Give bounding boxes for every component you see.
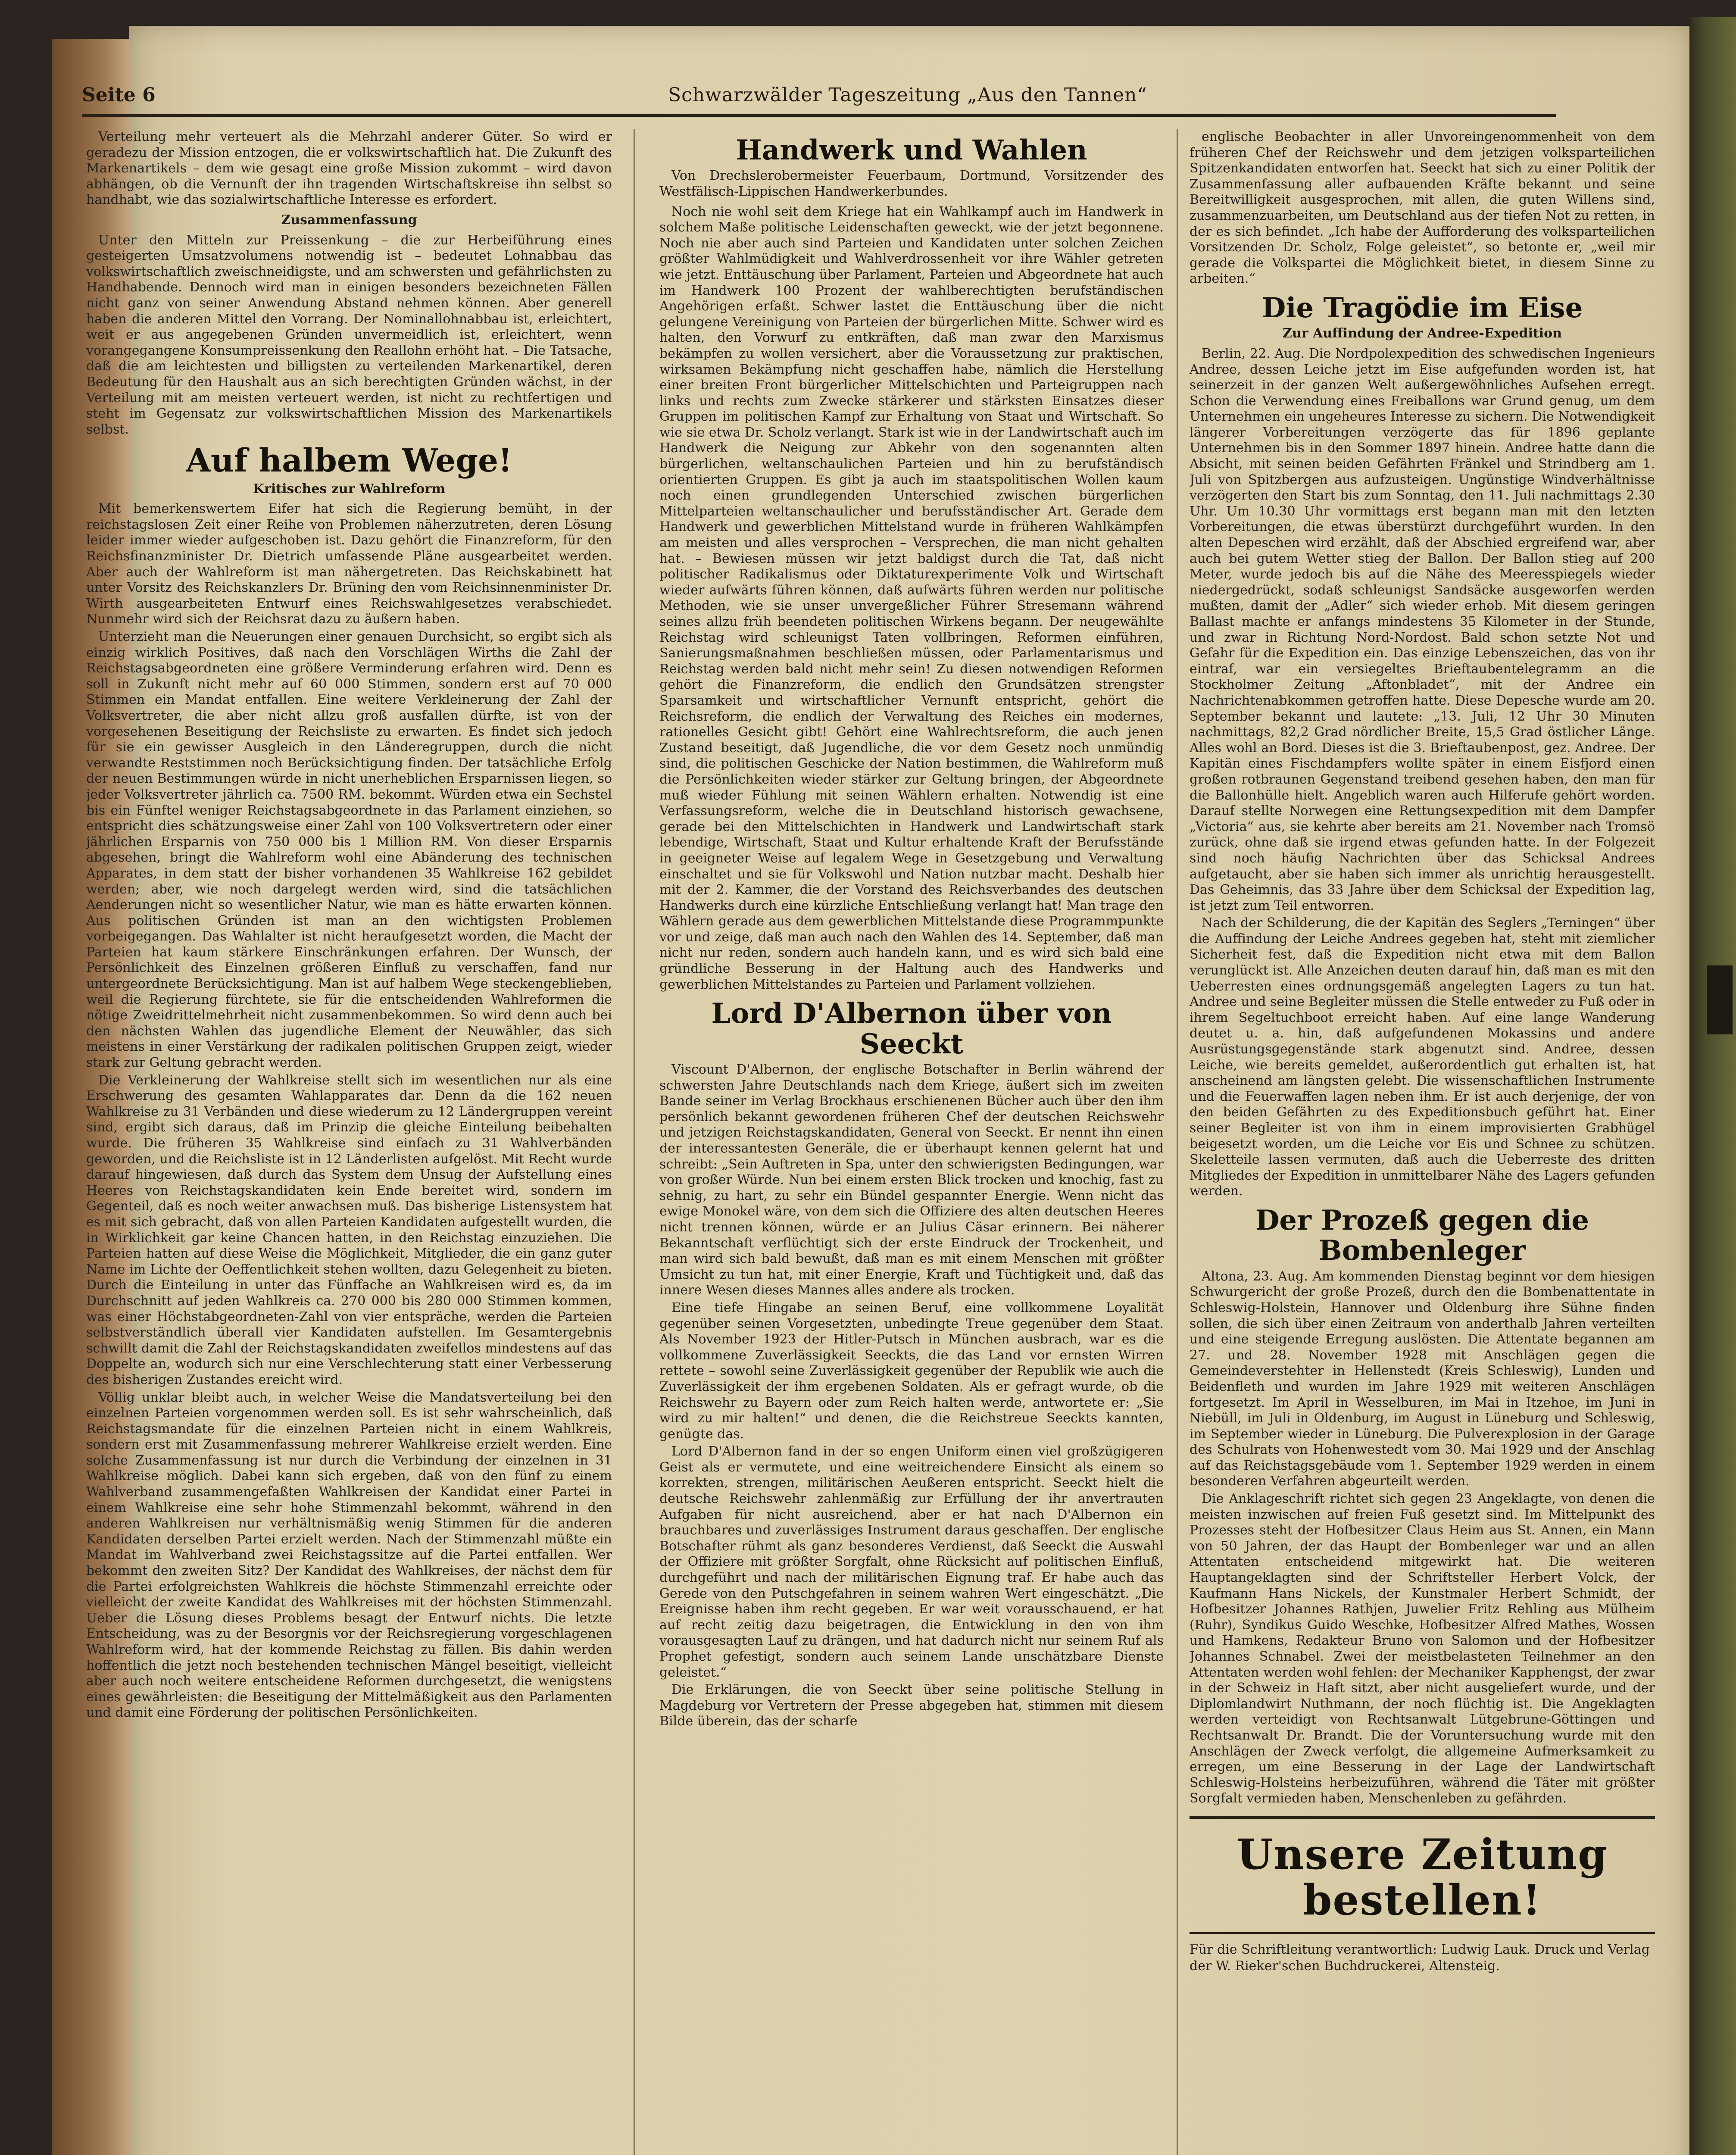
newspaper-title: Schwarzwälder Tageszeitung „Aus den Tannen“ — [668, 84, 1147, 106]
imprint: Für die Schriftleitung verantwortlich: Ludwig Lauk. Druck und Verlag der W. Rieker'schen Buchdruckerei, Altensteig. — [1190, 1942, 1650, 1974]
page-number: Seite 6 — [82, 84, 156, 106]
page-tab — [1707, 965, 1733, 1034]
article-text: Noch nie wohl seit dem Kriege hat ein Wahlkampf auch im Handwerk in solchem Maße politische Leidenschaften geweckt, wie der jetzt begonnene. Noch nie aber auch sind Parteien und Kandidaten unter solchen Zeichen größter Wahlmüdigkeit und Wahlverdrossenheit vor ihre Wähler getreten wie jetzt. Enttäuschung über Parlament, Parteien und Abgeordnete hat auch im Handwerk 100 Prozent der wahlberechtigten berufständischen Angehörigen erfaßt. Schwer lastet die Enttäuschung über die nicht gelungene Vereinigung von Parteien der bürgerlichen Mitte. Schwer wird es halten, den Vorwurf zu entkräften, daß man zwar den Marxismus bekämpfen zu wollen versichert, aber die Voraussetzung zur praktischen, wirksamen Bekämpfung nicht geschaffen habe, nämlich die Herstellung einer breiten Front bürgerlicher Mittelschichten und Parteigruppen nach links und rechts zum Zwecke stärkerer und stärksten Einsatzes dieser Gruppen im politischen Kampf zur Erhaltung von Staat und Wirtschaft. So wie sie etwa Dr. Scholz verlangt. Stark ist wie in der Landwirtschaft auch im Handwerk die Neigung zur Abkehr von den sogenannten alten bürgerlichen, weltanschaulichen Parteien und hin zu berufständisch orientierten Gruppen. Es gibt ja auch im staatspolitischen Wollen kaum noch einen grundlegenden Unterschied zwischen bürgerlichen Mittelparteien weltanschaulicher und berufsständischer Art. Gerade dem Handwerk und gewerblichen Mittelstand wurde in früheren Wahlkämpfen am meisten und alles versprochen – Versprechen, die man nicht gehalten hat. – Bewiesen müssen wir jetzt baldigst durch die Tat, daß nicht politischer Radikalismus oder Diktaturexperimente Volk und Wirtschaft wieder aufwärts führen können, daß aufwärts führen werden nur politische Methoden, wie sie unser unvergeßlicher Führer Stresemann während seines allzu früh beendeten politischen Wirkens begann. Der neugewählte Reichstag wird schleunigst Taten vollbringen, Reformen einführen, Sanierungsmaßnahmen beschließen müssen, oder Parlamentarismus und Reichstag werden bald nicht mehr sein! Zu diesen notwendigen Reformen gehört die Finanzreform, die endlich den Grundsätzen strengster Sparsamkeit und wirtschaftlicher Vernunft entspricht, gehört die Reichsreform, die endlich der Verwaltung des Reiches ein modernes, rationelles Gesicht gibt! Gehört eine Wahlrechtsreform, die auch jenen Zustand beseitigt, daß Jugendliche, die vor dem Gesetz noch unmündig sind, die politischen Geschicke der Nation bestimmen, die Wahlreform muß die Persönlichkeiten wieder stärker zur Geltung bringen, der Abgeordnete muß wieder Fühlung mit seinen Wählern erhalten. Notwendig ist eine Verfassungsreform, welche die in Deutschland historisch gewachsene, gerade bei den Mittelschichten in Handwerk und Landwirtschaft stark lebendige, Wirtschaft, Staat und Kultur erhaltende Kraft der Berufsstände in geeigneter Weise auf legalem Wege in Gesetzgebung und Verwaltung einschaltet und sie für Volkswohl und Nation nutzbar macht. Deshalb hier mit der 2. Kammer, die der Vorstand des Reichsverbandes des deutschen Handwerks durch eine kürzliche Entschließung verlangt hat! Man trage den Wählern gerade aus dem gewerblichen Mittelstande diese Programmpunkte vor und zeige, daß man auch nach den Wahlen des 14. September, daß man nicht nur reden, sondern auch handeln kann, und es wird sich bald eine gründliche Besserung in der Haltung auch des Handwerks und gewerblichen Mittelstandes zu Parteien und Parlament vollziehen. — [659, 204, 1164, 992]
article-text: Unter den Mitteln zur Preissenkung – die zur Herbeiführung eines gesteigerten Umsatzvolumens notwendig ist – bedeutet Lohnabbau das volkswirtschaftlich zweischneidigste, und am schwersten und gefährlichsten zu Handhabende. Dennoch wird man in einigen besonders bezeichneten Fällen nicht ganz von seiner Anwendung Abstand nehmen können. Aber generell haben die anderen Mittel den Vorrang. Der Nominallohnabbau ist, erleichtert, weit er aus angegebenen Gründen unvermeidlich ist, erleichtert, wenn vorangegangene Konsumpreissenkung den Reallohn erhöht hat. – Die Tatsache, daß die am leichtesten und billigsten zu verteilenden Markenartikel, deren Bedeutung für den Haushalt aus an sich berechtigten Gründen wächst, in der Verteilung mit am meisten verteuert werden, ist nicht zu rechtfertigen und steht im Gegensatz zur volkswirtschaftlichen Mission des Markenartikels selbst. — [86, 232, 612, 437]
advertisement-headline: Unsere Zeitung bestellen! — [1236, 1830, 1608, 1924]
section-heading: Zusammenfassung — [281, 212, 417, 228]
article-subheadline: Kritisches zur Wahlreform — [253, 481, 446, 497]
column-rule — [634, 129, 635, 2155]
article-text: Die Erklärungen, die von Seeckt über seine politische Stellung in Magdeburg vor Vertretern der Presse abgegeben hat, stimmen mit diesem Bilde überein, das der scharfe — [659, 1682, 1164, 1729]
article-text: Die Anklageschrift richtet sich gegen 23 Angeklagte, von denen die meisten inzwischen auf freien Fuß gesetzt sind. Im Mittelpunkt des Prozesses steht der Hofbesitzer Claus Heim aus St. Annen, ein Mann von 50 Jahren, der das Haupt der Bombenleger war und an allen Attentaten entscheidend mitgewirkt hat. Die weiteren Hauptangeklagten sind der Schriftsteller Herbert Volck, der Kaufmann Hans Nickels, der Kunstmaler Herbert Schmidt, der Hofbesitzer Johannes Rathjen, Juwelier Fritz Rehling aus Mülheim (Ruhr), Syndikus Guido Weschke, Hofbesitzer Alfred Mathes, Wossen und Hamkens, Redakteur Bruno von Salomon und der Hofbesitzer Johannes Schnabel. Zwei der meistbelasteten Teilnehmer an den Attentaten werden wohl fehlen: der Mechaniker Kapphengst, der zwar in der Schweiz in Haft sitzt, aber nicht ausgeliefert wurde, und der Diplomlandwirt Nuthmann, der noch flüchtig ist. Die Angeklagten werden verteidigt von Rechtsanwalt Lütgebrune-Göttingen und Rechtsanwalt Dr. Brandt. Die der Voruntersuchung wurde mit den Anschlägen der Zweck verfolgt, die allgemeine Aufmerksamkeit zu erregen, um eine Besserung in der Lage der Landwirtschaft Schleswig-Holsteins herbeizuführen, während die Täter mit größter Sorgfalt vermieden haben, Menschenleben zu gefährden. — [1190, 1491, 1655, 1806]
running-head — [82, 84, 1556, 117]
article-text: Berlin, 22. Aug. Die Nordpolexpedition des schwedischen Ingenieurs Andree, dessen Leiche jetzt im Eise aufgefunden worden ist, hat seinerzeit in der ganzen Welt außergewöhnliches Aufsehen erregt. Schon die Verwendung eines Freiballons war Grund genug, um dem Unternehmen ein ungeheures Interesse zu sichern. Die Notwendigkeit längerer Vorbereitungen verzögerte das für 1896 geplante Unternehmen bis in den Sommer 1897 hinein. Andree hatte dann die Absicht, mit seinen beiden Gefährten Fränkel und Strindberg am 1. Juli von Spitzbergen aus aufzusteigen. Ungünstige Windverhältnisse verzögerten den Start bis zum Sonntag, den 11. Juli nachmittags 2.30 Uhr. Um 10.30 Uhr vormittags erst begann man mit den letzten Vorbereitungen, die etwas überstürzt durchgeführt wurden. In den alten Depeschen wird erzählt, daß der Abschied ergreifend war, aber auch bei gutem Wetter stieg der Ballon. Der Ballon stieg auf 200 Meter, wurde jedoch bis auf die Nähe des Meeresspiegels wieder niedergedrückt, sodaß schleunigst Sandsäcke ausgeworfen werden mußten, damit der „Adler“ sich wieder erhob. Mit diesem geringen Ballast machte er anfangs mindestens 35 Kilometer in der Stunde, und zwar in Richtung Nord-Nordost. Bald schon setzte Not und Gefahr für die Expedition ein. Das einzige Lebenszeichen, das von ihr eintraf, war ein versiegeltes Brieftaubentelegramm an die Stockholmer Zeitung „Aftonbladet“, mit der Andree ein Nachrichtenabkommen getroffen hatte. Diese Depesche wurde am 20. September bekannt und lautete: „13. Juli, 12 Uhr 30 Minuten nachmittags, 82,2 Grad nördlicher Breite, 15,5 Grad östlicher Länge. Alles wohl an Bord. Dieses ist die 3. Brieftaubenpost, gez. Andree. Der Kapitän eines Fischdampfers wollte später in einem Eisfjord einen großen rotbraunen Gegenstand treibend gesehen haben, den man für die Ballonhülle hielt. Angeblich waren auch Hilferufe gehört worden. Darauf stellte Norwegen eine Rettungsexpedition mit dem Dampfer „Victoria“ aus, sie kehrte aber bereits am 21. November nach Tromsö zurück, ohne daß sie irgend etwas gefunden hatte. In der Folgezeit sind noch häufig Nachrichten über das Schicksal Andrees aufgetaucht, aber sie haben sich immer als unrichtig herausgestellt. Das Geheimnis, das 33 Jahre über dem Schicksal der Expedition lag, ist jetzt zum Teil entworren. — [1190, 346, 1655, 913]
article-subheadline: Zur Auffindung der Andree-Expedition — [1283, 326, 1562, 341]
column-2 — [659, 129, 1164, 2155]
article-text: Eine tiefe Hingabe an seinen Beruf, eine vollkommene Loyalität gegenüber seinen Vorgesetzten, unbedingte Treue gegenüber dem Staat. Als November 1923 der Hitler-Putsch in München ausbrach, war es die vollkommene Zuverlässigkeit Seeckts, die das Land vor ernsten Wirren rettete – sowohl seine Zuverlässigkeit gegenüber der Republik wie auch die Zuverlässigkeit der ihm ergebenen Soldaten. Als er gefragt wurde, ob die Reichswehr zu Bayern oder zum Reich halten werde, antwortete er: „Sie wird zu mir halten!“ und denen, die die Reichstreue Seeckts kannten, genügte das. — [659, 1300, 1164, 1442]
article-text: englische Beobachter in aller Unvoreingenommenheit von dem früheren Chef der Reichswehr und dem jetzigen volksparteilichen Spitzenkandidaten entworfen hat. Seeckt hat sich zu einer Politik der Zusammenfassung aller aufbauenden Kräfte bekannt und seine Bereitwilligkeit ausgesprochen, mit allen, die guten Willens sind, zusammenzuarbeiten, um Deutschland aus der tiefen Not zu retten, in der es sich befindet. „Ich habe der Aufforderung des volksparteilichen Vorsitzenden Dr. Scholz, Folge geleistet“, so betonte er, „weil mir gerade die Volkspartei die Möglichkeit bietet, in diesem Sinne zu arbeiten.“ — [1190, 129, 1655, 287]
article-text: Nach der Schilderung, die der Kapitän des Seglers „Terningen“ über die Auffindung der Leiche Andrees gegeben hat, steht mit ziemlicher Sicherheit fest, daß die Expedition nicht etwa mit dem Ballon verunglückt ist. Alle Anzeichen deuten darauf hin, daß man es mit den Ueberresten eines ordnungsgemäß angelegten Lagers zu tun hat. Andree und seine Begleiter müssen die Stelle entweder zu Fuß oder in ihrem Segeltuchboot erreicht haben. Auf eine lange Wanderung deutet u. a. hin, daß aufgefundenen Mokassins und andere Ausrüstungsgegenstände stark abgenutzt sind. Andree, dessen Leiche, wie bereits gemeldet, außerordentlich gut erhalten ist, hat anscheinend am längsten gelebt. Die wissenschaftlichen Instrumente und die Feuerwaffen lagen neben ihm. Er ist auch derjenige, der von den beiden Gefährten zu des Expeditionsbuch geführt hat. Einer seiner Begleiter ist von ihm in einem improvisierten Grabhügel beigesetzt worden, um die Leiche vor Eis und Schnee zu schützen. Skeletteile lassen vermuten, daß auch die Ueberreste des dritten Mitgliedes der Expedition in unmittelbarer Nähe des Lagers gefunden werden. — [1190, 915, 1655, 1199]
article-text: Unterzieht man die Neuerungen einer genauen Durchsicht, so ergibt sich als einzig wirklich Positives, daß nach den Vorschlägen Wirths die Zahl der Reichstagsabgeordneten eine größere Verminderung erfahren wird. Denn es soll in Zukunft nicht mehr auf 60 000 Stimmen, sondern erst auf 70 000 Stimmen ein Mandat entfallen. Eine weitere Verkleinerung der Zahl der Volksvertreter, die aber nicht allzu groß ausfallen dürfte, ist von der vorgesehenen Beseitigung der Reichsliste zu erwarten. Es findet sich jedoch für sie ein gewisser Ausgleich in den Länderegruppen, durch die nicht verwandte Reststimmen noch Berücksichtigung finden. Der tatsächliche Erfolg der neuen Bestimmungen würde in nicht unerheblichen Ersparnissen liegen, so jeder Volksvertreter jährlich ca. 7500 RM. bekommt. Würden etwa ein Sechstel bis ein Fünftel weniger Reichstagsabgeordnete in das Parlament einziehen, so entspricht dies schätzungsweise einer Zahl von 100 Volksvertretern oder einer jährlichen Ersparnis von 750 000 bis 1 Million RM. Von dieser Ersparnis abgesehen, bringt die Wahlreform wohl eine Abänderung des technischen Apparates, in dem statt der bisher vorhandenen 35 Wahlkreise 162 gebildet werden; aber, wie noch dargelegt werden wird, sind die tatsächlichen Aenderungen nicht so wesentlicher Natur, wie man es hätte erwarten können. Aus politischen Gründen ist man an den wichtigsten Problemen vorbeigegangen. Das Wahlalter ist nicht heraufgesetzt worden, die Macht der Parteien hat kaum stärkere Einschränkungen erfahren. Der Wunsch, der Persönlichkeit des Einzelnen größeren Einfluß zu verschaffen, fand nur untergeordnete Berücksichtigung. Man ist auf halbem Wege steckengeblieben, weil die Regierung fürchtete, sie für die entscheidenden Wahlreformen die nötige Zweidrittelmehrheit nicht zusammenbekommen. So wird denn auch bei den nächsten Wahlen das jugendliche Element der Neuwähler, das sich meistens in einer Verstärkung der radikalen politischen Gruppen zeigt, wieder stark zur Geltung gebracht werden. — [86, 629, 612, 1071]
article-text: Viscount D'Albernon, der englische Botschafter in Berlin während der schwersten Jahre Deutschlands nach dem Kriege, äußert sich im zweiten Bande seiner im Verlag Brockhaus erschienenen Bücher auch über den ihm persönlich bekannt gewordenen früheren Chef der deutschen Reichswehr und jetzigen Reichstagskandidaten, General von Seeckt. Er nennt ihn einen der interessantesten Generäle, die er überhaupt kennen gelernt hat und schreibt: „Sein Auftreten in Spa, unter den schwierigsten Bedingungen, war von großer Würde. Nun bei einem ersten Blick trocken und knochig, fast zu sehnig, zu hart, zu sehr ein Bündel gespannter Energie. Wenn nicht das ewige Monokel wäre, von dem sich die Offiziere des alten deutschen Heeres nicht trennen können, würde er an Julius Cäsar erinnern. Bei näherer Bekanntschaft verflüchtigt sich der erste Eindruck der Trockenheit, und man wird sich bald bewußt, daß man es mit einem Menschen mit größter Umsicht zu tun hat, mit einer Energie, Kraft und Tüchtigkeit und, daß das innere Wesen dieses Mannes alles andere als trocken. — [659, 1062, 1164, 1298]
article-headline: Der Prozeß gegen die Bombenleger — [1255, 1204, 1589, 1267]
article-headline: Handwerk und Wahlen — [736, 134, 1087, 166]
article-headline: Lord D'Albernon über von Seeckt — [711, 997, 1112, 1060]
article-byline: Von Drechslerobermeister Feuerbaum, Dortmund, Vorsitzender des Westfälisch-Lippischen Handwerkerbundes. — [659, 168, 1164, 199]
adjacent-page-edge — [1689, 17, 1736, 2155]
article-text: Die Verkleinerung der Wahlkreise stellt sich im wesentlichen nur als eine Erschwerung des gesamten Wahlapparates dar. Denn da die 162 neuen Wahlkreise zu 31 Verbänden und diese wiederum zu 12 Ländergruppen vereint sind, ergibt sich daraus, daß im Prinzip die gleiche Einteilung beibehalten wurde. Die früheren 35 Wahlkreise sind einfach zu 31 Wahlverbänden geworden, und die Reichsliste ist in 12 Länderlisten aufgelöst. Mit Recht wurde darauf hingewiesen, daß durch das System dem Unsug der Aufstellung eines Heeres von Reichstagskandidaten kein Ende bereitet wird, sondern im Gegenteil, daß es noch weiter anwachsen muß. Das bisherige Listensystem hat es mit sich gebracht, daß von allen Parteien Kandidaten aufgestellt wurden, die in Wirklichkeit gar keine Chancen hatten, in den Reichstag einzuziehen. Die Parteien hatten auf diese Weise die Möglichkeit, Mitglieder, die ein ganz guter Name im Lichte der Oeffentlichkeit stehen wollten, dazu Gelegenheit zu bieten. Durch die Einteilung in unter das Fünffache an Wahlkreisen wird es, da im Durchschnitt auf jeden Wahlkreis ca. 270 000 bis 280 000 Stimmen kommen, was einer Höchstabgeordneten-Zahl von vier entspräche, werden die Parteien selbstverständlich überall vier Kandidaten aufstellen. Im Gesamtergebnis schwillt damit die Zahl der Reichstagskandidaten zweifellos mindestens auf das Doppelte an, wodurch sich nur eine Verschlechterung statt einer Verbesserung des bisherigen Zustandes ereicht wird. — [86, 1072, 612, 1387]
article-text: Völlig unklar bleibt auch, in welcher Weise die Mandatsverteilung bei den einzelnen Parteien vorgenommen werden soll. Es ist sehr wahrscheinlich, daß Reichstagsmandate für die einzelnen Parteien nicht in einem Wahlkreis, sondern erst mit Zusammenfassung mehrerer Wahlkreise erzielt werden. Eine solche Zusammenfassung ist nur durch die Verbindung der einzelnen in 31 Wahlkreise möglich. Dabei kann sich ergeben, daß von den fünf zu einem Wahlverband zusammengefaßten Wahlkreisen der Kandidat einer Partei in einem Wahlkreise eine sehr hohe Stimmenzahl bekommt, während in den anderen Wahlkreisen nur verhältnismäßig wenig Stimmen für die anderen Kandidaten derselben Partei erzielt werden. Nach der Stimmenzahl müßte ein Mandat im Wahlverband zwei Reichstagssitze auf die Partei entfallen. Wer bekommt den zweiten Sitz? Der Kandidat des Wahlkreises, der nächst dem für die Partei erfolgreichsten Wahlkreis die höchste Stimmenzahl erreichte oder vielleicht der zweite Kandidat des Wahlkreises mit der höchsten Stimmenzahl. Ueber die Lösung dieses Problems besagt der Entwurf nichts. Die letzte Entscheidung, was zu der Besorgnis vor der Reichsregierung vorgeschlagenen Wahlreform wird, hat der kommende Reichstag zu fällen. Bis dahin werden hoffentlich die jetzt noch bestehenden technischen Mängel beseitigt, vielleicht aber auch noch weitere entscheidene Reformen durchgesetzt, die wenigstens eines gewährleisten: die Beseitigung der Mittelmäßigkeit aus den Parlamenten und damit eine Förderung der politischen Persönlichkeiten. — [86, 1390, 612, 1721]
article-headline: Auf halbem Wege! — [186, 442, 512, 480]
article-text: Altona, 23. Aug. Am kommenden Dienstag beginnt vor dem hiesigen Schwurgericht der große Prozeß, durch den die Bombenattentate in Schleswig-Holstein, Hannover und Oldenburg ihre Sühne finden sollen, die sich über einen Zeitraum von anderthalb Jahren verteilten und eine steigende Erregung auslösten. Die Attentate begannen am 27. und 28. November 1928 mit Anschlägen gegen die Gemeindeverstehter in Hellenstedt (Kreis Schleswig), Lunden und Beidenfleth und wurden im Jahre 1929 mit weiteren Anschlägen fortgesetzt. Im April in Wesselburen, im Mai in Itzehoe, im Juni in Niebüll, im Juli in Oldenburg, im August in Lüneburg und Schleswig, im September wieder in Lüneburg. Die Pulverexplosion in der Garage des Schulrats von Hohenwestedt vom 30. Mai 1929 und der Anschlag auf das Reichstagsgebäude vom 1. September 1929 werden in einem besonderen Verfahren abgeurteilt werden. — [1190, 1268, 1655, 1489]
article-text: Verteilung mehr verteuert als die Mehrzahl anderer Güter. So wird er geradezu der Mission entzogen, die er volkswirtschaftlich hat. Die Zukunft des Markenartikels – dem wie gesagt eine große Mission zukommt – wird davon abhängen, ob die Vernunft der ihn tragenden Wirtschaftskreise ihn selbst so handhabt, wie das sozialwirtschaftliche Interesse es erfordert. — [86, 129, 612, 208]
column-3 — [1190, 129, 1655, 2155]
article-text: Mit bemerkenswertem Eifer hat sich die Regierung bemüht, in der reichstagslosen Zeit einer Reihe von Problemen näherzutreten, deren Lösung leider immer wieder aufgeschoben ist. Dazu gehört die Finanzreform, für den Reichsfinanzminister Dr. Dietrich umfassende Pläne ausgearbeitet werden. Aber auch der Wahlreform ist man nähergetreten. Das Reichskabinett hat unter Vorsitz des Reichskanzlers Dr. Brüning den vom Reichsinnenminister Dr. Wirth ausgearbeiteten Entwurf eines Reichswahlgesetzes verabschiedet. Nunmehr wird sich der Reichsrat dazu zu äußern haben. — [86, 501, 612, 627]
advertisement-box — [1190, 1816, 1655, 1934]
column-rule — [1177, 129, 1178, 2155]
article-text: Lord D'Albernon fand in der so engen Uniform einen viel großzügigeren Geist als er vermutete, und eine weitreichendere Einsicht als einem so korrekten, strengen, militärischen Aeußeren entspricht. Seeckt hielt die deutsche Reichswehr zahlenmäßig zur Erfüllung der ihr anvertrauten Aufgaben für nicht ausreichend, aber er hat nach D'Albernon ein brauchbares und zuverlässiges Instrument daraus geschaffen. Der englische Botschafter rühmt als ganz besonderes Verdienst, daß Seeckt die Auswahl der Offiziere mit größter Sorgfalt, ohne Rücksicht auf politischen Einfluß, durchgeführt und nach der militärischen Eignung traf. Er habe auch das Gerede von den Putschgefahren in seinem wahren Wert eingeschätzt. „Die Ereignisse haben ihm recht gegeben. Er war weit vorausschauend, er hat auf recht zeitig dazu beigetragen, die Entwicklung in den von ihm vorausgesagten Lauf zu drängen, und hat dadurch nicht nur seinem Ruf als Prophet gefestigt, sondern auch seinem Lande unschätzbare Dienste geleistet.“ — [659, 1444, 1164, 1680]
column-1 — [86, 129, 612, 2155]
article-headline: Die Tragödie im Eise — [1261, 291, 1583, 324]
